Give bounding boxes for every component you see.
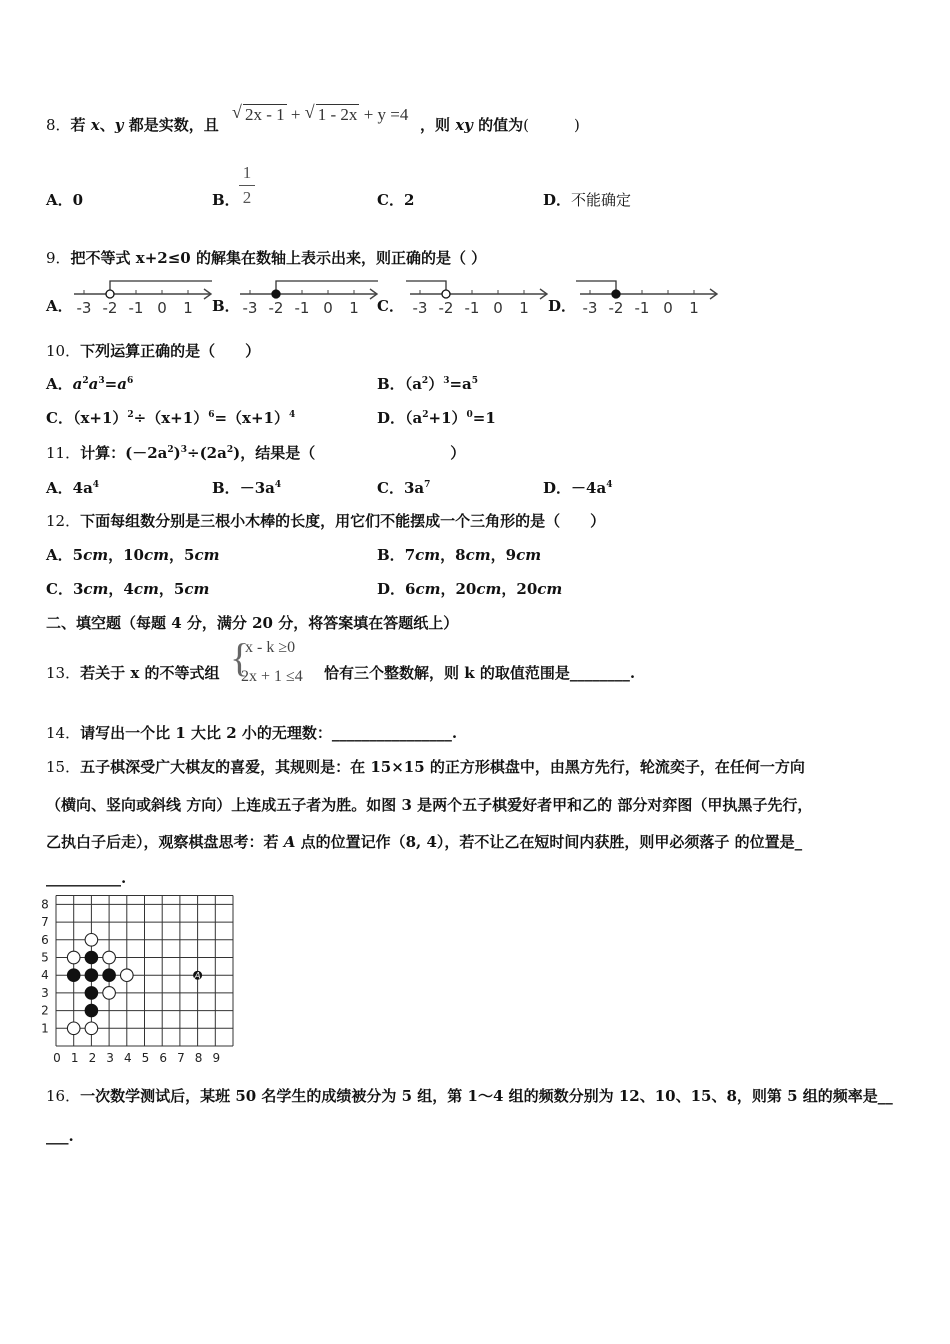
white-stone [67,951,80,964]
q14-stem [46,723,457,743]
q8-option-c[interactable] [377,190,414,210]
q8-number: 8． [46,116,71,134]
tick-label: 0 [323,299,333,317]
q8-sep: 、 [99,116,115,134]
unit: cm [184,580,210,598]
x-axis-label: 2 [88,1051,97,1064]
unit: cm [133,580,159,598]
q14-number: 14． [46,724,81,742]
exponent: 4 [274,480,282,490]
length: 10 [123,546,144,564]
exponent: 4 [92,480,100,490]
exponent: 2 [82,376,89,386]
q16-line-2: ___. [46,1127,74,1145]
comma: ， [440,546,456,564]
comma: ， [440,580,456,598]
unit: cm [476,580,502,598]
q11-option-c[interactable] [377,478,430,498]
number-line-b [240,281,378,317]
q16-text: 一次数学测试后，某班 50 名学生的成绩被分为 5 组，第 1～4 组的频数分别为 12、10、15、8，则第 5 组的频率是__ [80,1087,893,1105]
tick-label: -3 [582,299,598,317]
q8-stem [46,115,219,135]
plus-sign: + [286,105,305,124]
option-letter: A． [46,191,73,209]
term: =a [104,375,127,393]
q10-number: 10． [46,342,81,360]
option-letter: B． [377,546,405,564]
tick-label: 0 [157,299,167,317]
option-letter: B． [377,375,405,393]
q10-option-c[interactable] [46,408,295,428]
answer-paren: ( ) [523,116,580,134]
numerator: 1 [242,163,252,182]
option-value: 0 [72,191,84,209]
length: 20 [455,580,477,598]
q12-option-b[interactable] [377,545,541,565]
y-axis-label: 3 [41,985,49,1000]
tick-label: -2 [438,299,454,317]
q8-option-d[interactable] [543,190,631,210]
option-letter: A． [46,546,73,564]
y-axis-label: 2 [41,1003,49,1018]
unit: cm [83,546,109,564]
closed-dot [612,290,620,298]
x-axis-label: 9 [212,1051,221,1064]
exponent: 4 [289,410,296,420]
exponent: 2 [226,445,234,455]
x-axis-label: 0 [53,1051,61,1064]
term: （a [404,375,422,393]
x-axis-label: 5 [141,1051,150,1064]
black-stone [85,987,98,1000]
tick-label: -2 [608,299,624,317]
q16-line-1 [46,1086,893,1106]
q11-text: )，结果是（ ） [233,444,466,462]
tick-label: 0 [663,299,673,317]
system-brace: { [230,635,250,680]
term: a [88,375,99,393]
black-stone [85,951,98,964]
option-value: －3a [239,479,275,497]
q9-option-b-label[interactable]: B． [212,297,240,315]
black-stone [85,969,98,982]
radicand-1: 2x - 1 [245,105,285,124]
length: 4 [123,580,134,598]
term: =a [449,375,472,393]
q9-option-a-label[interactable]: A． [46,297,73,315]
q13-stem-end: 恰有三个整数解，则 k 的取值范围是________. [324,664,636,682]
q8-option-a[interactable] [46,190,83,210]
q12-option-a[interactable] [46,545,219,565]
comma: ， [169,546,185,564]
tick-label: -2 [268,299,284,317]
exponent: 2 [127,410,134,420]
exponent: 2 [421,376,429,386]
radical-2x-1 [232,105,287,125]
q8-var-xy: xy [455,116,473,134]
option-letter: A． [46,479,73,497]
exponent: 6 [126,376,134,386]
tick-label: 1 [689,299,699,317]
tick-label: -1 [128,299,144,317]
term: ） [428,375,444,393]
option-letter: D． [377,580,406,598]
number-line-d [576,281,717,317]
unit: cm [415,580,441,598]
q8-option-b[interactable] [212,190,240,210]
exponent: 3 [180,445,187,455]
option-letter: C． [46,409,73,427]
comma: ， [158,580,174,598]
q8-text-c: ，则 [420,116,456,134]
q9-text: 把不等式 x+2≤0 的解集在数轴上表示出来，则正确的是（ ） [70,249,487,267]
unit: cm [143,546,169,564]
option-letter: D． [543,479,572,497]
option-value: －4a [571,479,607,497]
tick-label: 0 [493,299,503,317]
black-stone [85,1004,98,1017]
tick-label: 1 [183,299,193,317]
comma: ， [108,580,124,598]
comma: ， [501,580,517,598]
term: =1 [472,409,496,427]
eq-tail: + y =4 [359,105,409,124]
option-value: 不能确定 [571,191,632,209]
q8-text-d: 的值为 [472,116,524,134]
y-axis-label: 6 [41,932,49,947]
exponent: 2 [422,410,429,420]
exponent: 6 [208,410,215,420]
exponent: 3 [443,376,450,386]
q11-option-b[interactable] [212,478,281,498]
exponent: 7 [424,480,431,490]
q10-option-a[interactable] [46,374,133,394]
number-line-a [74,281,212,317]
q10-text: 下列运算正确的是（ ） [80,342,261,360]
option-value: 3a [403,479,425,497]
q15-line-1 [46,757,805,777]
q15-line-4: __________. [46,869,127,887]
denominator: 2 [242,188,252,207]
q13-number: 13． [46,664,81,682]
q11-number: 11． [46,444,81,462]
inequality-1: x - k ≥0 [245,639,296,656]
term: =（x+1） [214,409,289,427]
q8-var-y: y [114,116,124,134]
white-stone [85,1022,98,1035]
q15-var-a: A [283,833,296,851]
unit: cm [516,546,542,564]
length: 5 [184,546,195,564]
tick-label: -3 [76,299,92,317]
length: 7 [404,546,416,564]
tick-label: -1 [634,299,650,317]
number-line-c [406,281,547,317]
exponent: 0 [466,410,473,420]
option-letter: B． [212,479,240,497]
option-value: 4a [72,479,93,497]
q11-option-a[interactable] [46,478,99,498]
y-axis-label: 5 [41,950,49,965]
x-axis-label: 4 [123,1051,132,1064]
q12-number: 12． [46,512,81,530]
white-stone [103,987,116,1000]
y-axis-label: 1 [41,1021,49,1036]
solution-ray [110,281,212,294]
q8-text: 若 [70,116,91,134]
q8-equation [232,105,408,125]
white-stone [67,1022,80,1035]
white-stone [85,934,98,947]
term: a [72,375,83,393]
solution-ray [406,281,446,294]
q10-stem [46,341,260,361]
y-axis-label: 7 [41,915,49,930]
exponent: 3 [98,376,105,386]
tick-label: -3 [242,299,258,317]
q11-stem [46,443,465,463]
length: 8 [455,546,466,564]
q11-text: ÷(2a [187,444,227,462]
point-a-label: A [194,971,201,982]
option-value: 2 [403,191,415,209]
white-stone [121,969,134,982]
tick-label: -3 [412,299,428,317]
length: 9 [505,546,517,564]
term: （a [405,409,423,427]
q11-text: 计算：(－2a [80,444,168,462]
exponent: 5 [471,376,479,386]
unit: cm [83,580,109,598]
tick-label: 1 [519,299,529,317]
unit: cm [465,546,491,564]
q8-stem-end [420,115,580,135]
closed-dot [272,290,280,298]
white-stone [103,951,116,964]
q13-text: 若关于 x 的不等式组 [80,664,220,682]
radicand-2: 1 - 2x [317,105,358,124]
option-letter: C． [46,580,73,598]
q9-option-d-label[interactable]: D． [548,297,577,315]
q12-option-d[interactable] [377,579,562,599]
q15-line-2: （横向、竖向或斜线 方向）上连成五子者为胜。如图 3 是两个五子棋爱好者甲和乙的 部分对弈图（甲执黑子先行， [46,796,813,814]
q11-option-d[interactable] [543,478,612,498]
q12-option-c[interactable] [46,579,209,599]
solution-ray [576,281,616,294]
option-letter: C． [377,479,404,497]
black-stone [67,969,80,982]
q15-text: 点的位置记作（8, 4），若不让乙在短时间内获胜，则甲必须落子 的位置是_ [295,833,803,851]
option-letter: C． [377,191,404,209]
section-title: 二、填空题（每题 4 分，满分 20 分，将答案填在答题纸上） [46,614,459,632]
inequality-2: 2x + 1 ≤4 [241,668,303,685]
term: （x+1） [72,409,128,427]
q12-stem [46,511,605,531]
q15-text: 乙执白子后走），观察棋盘思考：若 [46,833,284,851]
tick-label: -1 [464,299,480,317]
q15-number: 15． [46,758,81,776]
solution-ray [276,281,378,294]
board-grid [56,896,233,1046]
open-dot [442,290,450,298]
length: 5 [72,546,84,564]
gomoku-board [38,894,238,1064]
comma: ， [490,546,506,564]
unit: cm [194,546,220,564]
exponent: 4 [606,480,613,490]
q11-text: ) [173,444,181,462]
tick-label: -1 [294,299,310,317]
q14-text: 请写出一个比 1 大比 2 小的无理数：________________. [80,724,458,742]
q10-option-d[interactable] [377,408,496,428]
y-axis-label: 4 [41,968,49,983]
unit: cm [415,546,441,564]
open-dot [106,290,114,298]
number-lines [0,278,950,318]
q16-number: 16． [46,1087,81,1105]
q12-text: 下面每组数分别是三根小木棒的长度，用它们不能摆成一个三角形的是（ ） [80,512,606,530]
option-letter: A． [46,375,73,393]
x-axis-label: 7 [177,1051,185,1064]
q9-stem [46,248,486,268]
tick-label: -2 [102,299,118,317]
length: 6 [405,580,416,598]
fraction-one-half [239,163,255,208]
length: 20 [516,580,538,598]
q9-option-c-label[interactable]: C． [377,297,404,315]
q9-number: 9． [46,249,71,267]
x-axis-label: 8 [194,1051,203,1064]
x-axis-label: 6 [159,1051,168,1064]
length: 5 [173,580,185,598]
radical-1-2x [305,105,360,125]
tick-label: 1 [349,299,359,317]
length: 3 [72,580,84,598]
x-axis-label: 3 [106,1051,114,1064]
q10-option-b[interactable] [377,374,478,394]
option-letter: D． [377,409,406,427]
term: ÷（x+1） [133,409,209,427]
q8-text-b: 都是实数，且 [123,116,219,134]
option-letter: B． [212,191,240,209]
q8-var-x: x [90,116,100,134]
exponent: 2 [167,445,174,455]
fraction-bar [239,185,255,186]
option-letter: D． [543,191,572,209]
comma: ， [108,546,124,564]
q15-line-3 [46,832,802,852]
unit: cm [537,580,563,598]
x-axis-label: 1 [70,1051,79,1064]
q13-stem [46,663,219,683]
black-stone [103,969,116,982]
term: +1） [428,409,467,427]
q15-text: 五子棋深受广大棋友的喜爱，其规则是：在 15×15 的正方形棋盘中，由黑方先行，轮流奕子，在任何一方向 [80,758,805,776]
y-axis-label: 8 [41,897,49,912]
